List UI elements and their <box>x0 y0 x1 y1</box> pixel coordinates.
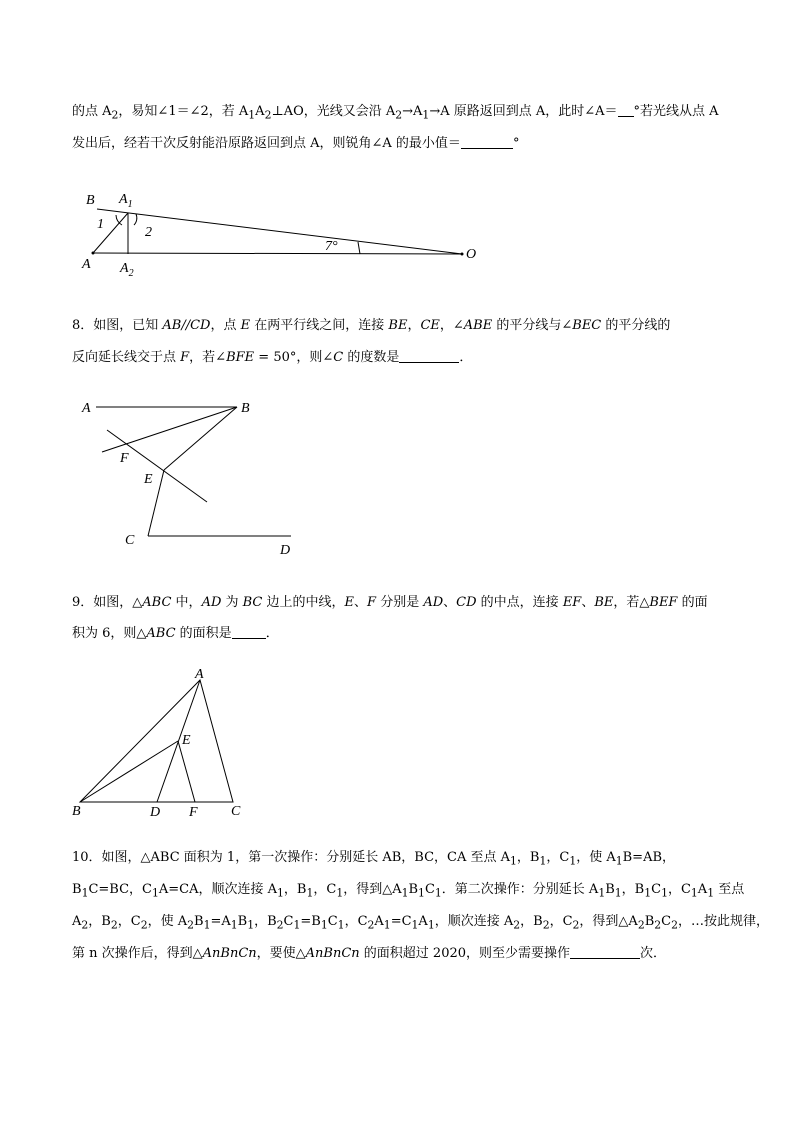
bisector-ABE-extended <box>102 407 237 452</box>
answer-blank[interactable] <box>232 624 266 639</box>
ray-A-A1 <box>93 213 128 253</box>
label-B: B <box>241 401 250 416</box>
label-O: O <box>466 247 477 262</box>
mirror-line-OB <box>97 209 462 254</box>
triangle-ABC <box>80 680 233 802</box>
segment-BE <box>164 407 237 470</box>
label-E: E <box>144 472 153 487</box>
angle-7-arc <box>358 242 360 254</box>
answer-blank[interactable] <box>461 134 513 149</box>
segment-EF <box>178 741 195 802</box>
label-A2: $A_2$ <box>120 261 134 279</box>
label-D: D <box>280 543 291 558</box>
problem10-line3: $A_2$，$B_2$，$C_2$，使 $A_2B_1=A_1B_1$，$B_2C_1=B_1C_1$，$C_2A_1=C_1A_1$，顺次连接 $A_2$，$B_2$，$C_2$，得到$\triangle A_2B_2C_2$，…按此规律， <box>72 914 770 932</box>
label-angle-7: 7° <box>325 239 338 254</box>
label-A: A <box>82 257 91 272</box>
label-F: F <box>120 451 129 466</box>
problem8-line1: 8．如图，已知 AB//CD，点 E 在两平行线之间，连接 BE，CE，∠ABE 的平分线与∠BEC 的平分线的 <box>72 318 671 333</box>
segment-BE <box>80 741 178 802</box>
median-AD <box>157 680 200 802</box>
problem8-line2: 反向延长线交于点 F，若∠BFE = 50°，则∠C 的度数是 ． <box>72 350 473 365</box>
mirror-line-OA <box>93 253 462 254</box>
problem9-line2: 积为 6，则△ABC 的面积是 ． <box>72 626 279 641</box>
angle-2-arc <box>134 214 137 225</box>
label-C: C <box>125 533 135 548</box>
angle-1-arc <box>116 215 122 225</box>
label-A: A <box>195 667 204 682</box>
answer-blank[interactable] <box>618 102 634 117</box>
label-D: D <box>150 805 161 820</box>
problem9-line1: 9．如图，△ABC 中，AD 为 BC 边上的中线，E、F 分别是 AD、CD 的中点，连接 EF、BE，若△BEF 的面 <box>72 595 708 610</box>
problem10-line2: $B_1C=BC$，$C_1A=CA$，顺次连接 $A_1$，$B_1$，$C_1$，得到$\triangle A_1B_1C_1$．第二次操作：分别延长 $A_1B_1$，$B_1C_1$，$C_1A_1$ 至点 <box>72 882 745 900</box>
label-E: E <box>182 733 191 748</box>
label-A1: $A_1$ <box>119 192 133 210</box>
segment-EC <box>148 470 164 536</box>
problem7-line1: 的点 $A_2$，易知∠1＝∠2，若 $A_1A_2\perp AO$，光线又会沿 $A_2\to A_1\to A$ 原路返回到点 A，此时∠A＝ °若光线从点 A <box>72 104 719 122</box>
label-angle-1: 1 <box>97 217 104 232</box>
answer-blank[interactable] <box>399 348 459 363</box>
label-F: F <box>189 805 198 820</box>
label-C: C <box>231 804 241 819</box>
point-O <box>461 253 464 256</box>
label-B: B <box>72 804 81 819</box>
answer-blank[interactable] <box>570 944 640 959</box>
label-A: A <box>82 401 91 416</box>
bisector-BEC-extended <box>107 430 207 502</box>
problem10-line4: 第 n 次操作后，得到△AnBnCn，要使△AnBnCn 的面积超过 2020，则至少需要操作 次． <box>72 946 667 961</box>
label-B: B <box>86 193 95 208</box>
label-angle-2: 2 <box>145 225 152 240</box>
point-A <box>92 252 95 255</box>
problem10-line1: 10．如图，△ABC 面积为 1，第一次操作：分别延长 AB，BC，CA 至点 $A_1$，$B_1$，$C_1$，使 $A_1B=AB$， <box>72 850 676 868</box>
problem7-line2: 发出后，经若干次反射能沿原路返回到点 A，则锐角∠A 的最小值＝ ° <box>72 136 520 151</box>
